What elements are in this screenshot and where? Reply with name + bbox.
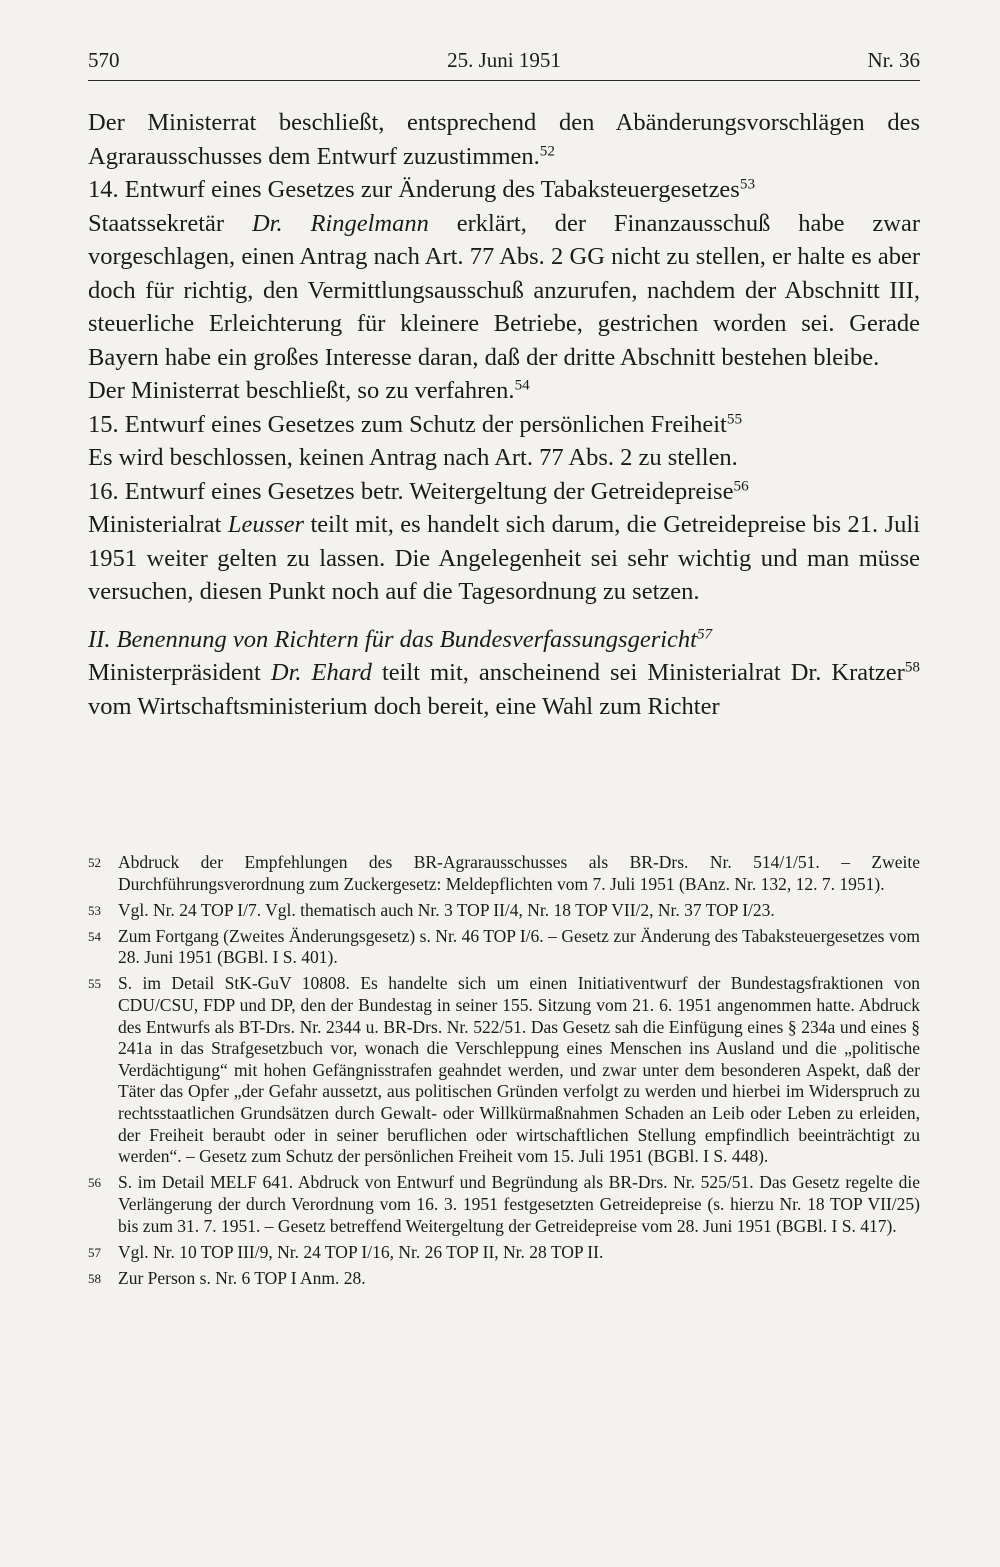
footnote-ref: 57 — [696, 625, 713, 643]
footnote-text: Vgl. Nr. 10 TOP III/9, Nr. 24 TOP I/16, Nr. 26 TOP II, Nr. 28 TOP II. — [118, 1241, 604, 1262]
paragraph-ehard: Ministerpräsident Dr. Ehard teilt mit, anscheinend sei Ministerialrat Dr. Kratzer$^{58}$ vom Wirtschaftsministerium doch bereit, eine Wahl zum Richter — [88, 658, 921, 720]
footnote-number: 54 — [88, 928, 101, 944]
footnote-text: Vgl. Nr. 24 TOP I/7. Vgl. thematisch auch Nr. 3 TOP II/4, Nr. 18 TOP VII/2, Nr. 37 TOP I/23. — [118, 899, 775, 920]
footnote-ref: 53 — [739, 175, 756, 193]
header-date: 25. Juni 1951 — [447, 48, 561, 72]
footnote-57 — [88, 1242, 920, 1264]
footnote-number: 55 — [88, 976, 101, 992]
speaker-name: Dr. Ehard — [270, 659, 372, 686]
footnote-ref: 55 — [726, 410, 743, 428]
footnote-56 — [88, 1172, 920, 1237]
document-number: Nr. 36 — [867, 48, 920, 72]
footnote-number: 52 — [88, 855, 101, 870]
paragraph-leusser: Ministerialrat Leusser teilt mit, es handelt sich darum, die Getreidepreise bis 21. Juli 1951 weiter gelten zu lassen. Die Angelegenheit sei sehr wichtig und man müsse versuchen, diesen Punkt noch auf die Tagesordnung zu setzen. — [88, 511, 920, 605]
footnote-ref: 58 — [904, 658, 921, 676]
footnote-number: 58 — [88, 1270, 101, 1286]
footnote-58 — [88, 1268, 920, 1290]
footnote-text: S. im Detail StK-GuV 10808. Es handelte sich um einen Initiativentwurf der Bundestagsfraktionen von CDU/CSU, FDP und DP, den der Bundestag in seiner 155. Sitzung vom 21. 6. 1951 angenommen hatte. Abdruck des Entwurfs als BT-Drs. Nr. 2344 u. BR-Drs. Nr. 522/51. Das Gesetz sah die Einfügung eines § 234a und eines § 241a in das Strafgesetzbuch vor, wonach die Verschleppung eines Menschen ins Ausland und die „politische Verdächtigung“ mit hohen Gefängnisstrafen geahndet werden, und zwar unter dem besonderen Aspekt, daß der Täter das Opfer „der Gefahr aussetzt, aus politischen Gründen verfolgt zu werden und hierbei im Widerspruch zu rechtsstaatlichen Grundsätzen durch Gewalt- oder Willkürmaßnahmen Schaden an Leib oder Leben zu erleiden, der Freiheit beraubt oder in seiner beruflichen oder wirtschaftlichen Stellung empfindlich beeinträchtigt zu werden“. – Gesetz zum Schutz der persönlichen Freiheit vom 15. Juli 1951 (BGBl. I S. 448). — [118, 973, 920, 1167]
running-header — [88, 44, 920, 81]
agenda-item-16: 16. Entwurf eines Gesetzes betr. Weitergeltung der Getreidepreise$^{56}$ — [88, 477, 749, 505]
main-text — [88, 106, 920, 723]
speaker-name: Dr. Ringelmann — [251, 209, 429, 237]
footnote-text: Abdruck der Empfehlungen des BR-Agrarausschusses als BR-Drs. Nr. 514/1/51. – Zweite Durchführungsverordnung zum Zuckergesetz: Meldepflichten vom 7. Juli 1951 (BAnz. Nr. 132, 12. 7. 1951). — [118, 852, 920, 894]
footnote-ref: 56 — [733, 477, 749, 495]
footnote-number: 56 — [88, 1175, 101, 1191]
paragraph-resolution-antrag: Es wird beschlossen, keinen Antrag nach Art. 77 Abs. 2 zu stellen. — [88, 444, 738, 471]
footnote-52 — [88, 852, 920, 895]
footnotes — [88, 852, 920, 1294]
section-heading: II. Benennung von Richtern für das Bundesverfassungsgericht$^{57}$ — [88, 625, 713, 653]
footnote-number: 57 — [88, 1244, 101, 1260]
paragraph-resolution-agrar: Der Ministerrat beschließt, entsprechend den Abänderungsvorschlägen des Agrarausschusses dem Entwurf zuzustimmen.$^{52}$ — [88, 109, 920, 170]
footnote-54 — [88, 926, 920, 969]
paragraph-resolution-verfahren: Der Ministerrat beschließt, so zu verfahren.$^{54}$ — [88, 376, 530, 404]
page-number: 570 — [88, 48, 120, 72]
footnote-number: 53 — [88, 902, 101, 918]
footnote-55 — [88, 973, 920, 1167]
footnote-text: S. im Detail MELF 641. Abdruck von Entwurf und Begründung als BR-Drs. Nr. 525/51. Das Gesetz regelte die Verlängerung der durch Verordnung vom 16. 3. 1951 festgesetzten Getreidepreise (s. hierzu Nr. 18 TOP VII/25) bis zum 31. 7. 1951. – Gesetz betreffend Weitergeltung der Getreidepreise vom 28. Juni 1951 (BGBl. I S. 417). — [118, 1172, 920, 1236]
footnote-text: Zur Person s. Nr. 6 TOP I Anm. 28. — [118, 1267, 366, 1288]
footnote-53 — [88, 900, 920, 922]
agenda-item-15: 15. Entwurf eines Gesetzes zum Schutz der persönlichen Freiheit$^{55}$ — [88, 410, 743, 438]
footnote-ref: 54 — [514, 376, 530, 394]
agenda-item-14: 14. Entwurf eines Gesetzes zur Änderung des Tabaksteuergesetzes$^{53}$ — [88, 175, 756, 203]
speaker-name: Leusser — [227, 511, 305, 538]
footnote-text: Zum Fortgang (Zweites Änderungsgesetz) s. Nr. 46 TOP I/6. – Gesetz zur Änderung des Tabaksteuergesetzes vom 28. Juni 1951 (BGBl. I S. 401). — [118, 925, 920, 968]
paragraph-ringelmann: Staatssekretär Dr. Ringelmann erklärt, der Finanzausschuß habe zwar vorgeschlagen, einen Antrag nach Art. 77 Abs. 2 GG nicht zu stellen, er halte es aber doch für richtig, den Vermittlungsausschuß anzurufen, nachdem der Abschnitt III, steuerliche Erleichterung für kleinere Betriebe, gestrichen worden sei. Gerade Bayern habe ein großes Interesse daran, daß der dritte Abschnitt bestehen bleibe. — [88, 209, 920, 371]
footnote-ref: 52 — [539, 142, 555, 160]
